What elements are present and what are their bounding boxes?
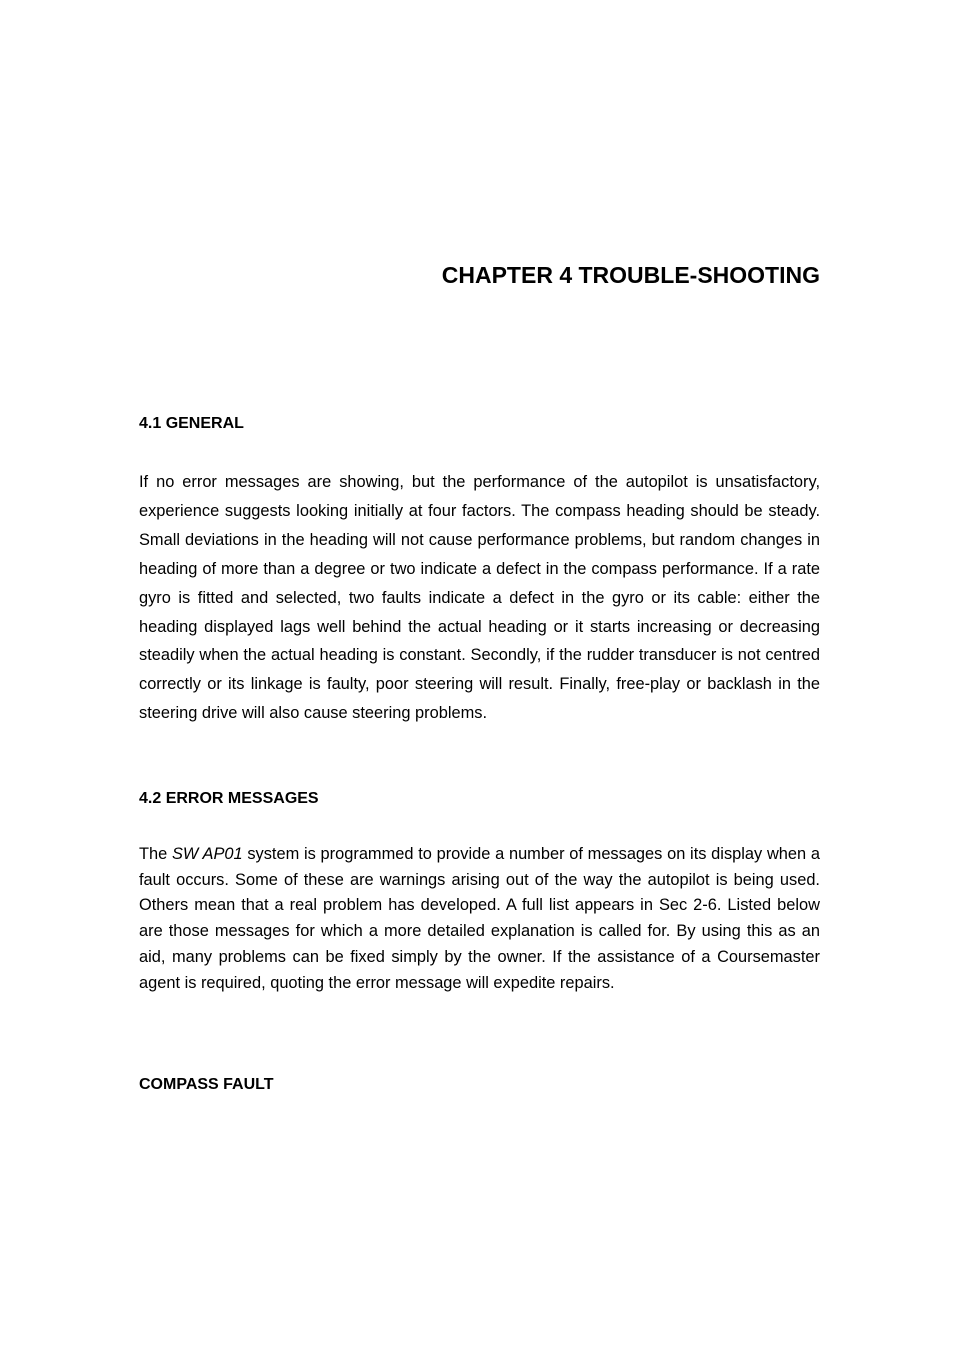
- chapter-title: CHAPTER 4 TROUBLE-SHOOTING: [441, 262, 820, 288]
- section-heading-general: 4.1 GENERAL: [139, 415, 244, 432]
- general-paragraph: If no error messages are showing, but the performance of the autopilot is unsatisfactory, experience suggests looking initially at four factors. The compass heading should be steady. Small deviations in the heading will not cause performance problems, but random changes in heading of more than a degree or two indicate a defect in the compass performance. If a rate gyro is fitted and selected, two faults indicate a defect in the gyro or its cable: either the heading displayed lags well behind the actual heading or it starts increasing or decreasing steadily when the actual heading is constant. Secondly, if the rudder transducer is not centred correctly or its linkage is faulty, poor steering will result. Finally, free-play or backlash in the steering drive will also cause steering problems.: [139, 473, 820, 723]
- system-name: SW AP01: [171, 845, 243, 863]
- section-heading-error-messages: 4.2 ERROR MESSAGES: [139, 790, 319, 807]
- section-heading-compass-fault: COMPASS FAULT: [139, 1076, 274, 1093]
- error-messages-text-prefix: The: [139, 845, 172, 863]
- error-messages-paragraph: [139, 842, 820, 996]
- error-messages-text-rest: system is programmed to provide a number of messages on its display when a fault occurs. Some of these are warnings arising out of the way the autopilot is being used. Others mean that a real problem has developed. A full list appears in Sec 2-6. Listed below are those messages for which a more detailed explanation is called for. By using this as an aid, many problems can be fixed simply by the owner. If the assistance of a Coursemaster agent is required, quoting the error message will expedite repairs.: [139, 845, 820, 992]
